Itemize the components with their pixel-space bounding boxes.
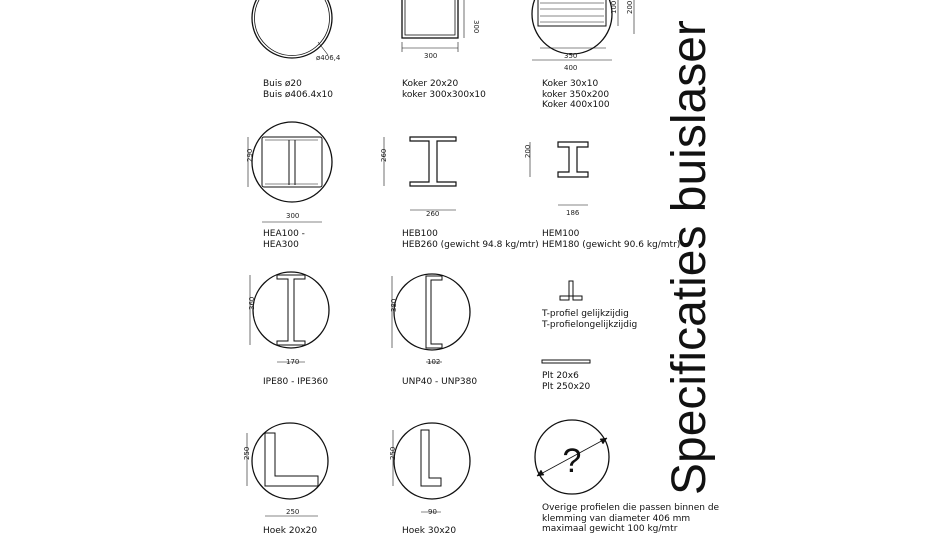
caption-line: Buis ø406.4x10 (263, 89, 333, 100)
dim-hea-height: 290 (246, 148, 254, 162)
dim-koker-width: 300 (424, 52, 438, 60)
caption-hea (263, 229, 305, 250)
dim-koker-rect-100: 100 (610, 0, 618, 14)
caption-line: T-profiel gelijkzijdig (542, 309, 629, 319)
drawing-heb (380, 137, 456, 218)
caption-ipe (263, 377, 328, 388)
caption-line: Plt 250x20 (542, 381, 591, 392)
caption-line: HEB100 (402, 229, 438, 239)
dim-unp-width: 102 (427, 358, 441, 366)
caption-line: klemming van diameter 406 mm (542, 513, 691, 524)
dim-hea-width: 300 (286, 212, 300, 220)
caption-line: HEM180 (gewicht 90.6 kg/mtr) (542, 239, 681, 250)
dim-koker-rect-200: 200 (626, 0, 634, 14)
dim-ipe-width: 170 (286, 358, 300, 366)
caption-line: Buis ø20 (263, 79, 302, 89)
dim-hem-height: 200 (524, 144, 532, 158)
drawing-unp (390, 274, 470, 366)
caption-koker-rect (542, 79, 610, 111)
caption-t-profiel (542, 309, 637, 330)
dim-unp-height: 380 (390, 298, 398, 312)
caption-line: HEB260 (gewicht 94.8 kg/mtr) (402, 239, 539, 250)
page-title: Specificaties buislaser (663, 20, 716, 495)
drawing-ipe (248, 272, 329, 366)
caption-line: Hoek 30x20 (402, 526, 457, 536)
dim-heb-width: 260 (426, 210, 440, 218)
caption-line: Plt 20x6 (542, 371, 579, 381)
dim-koker-rect-400: 400 (564, 64, 578, 72)
dim-hoek2-width: 90 (428, 508, 437, 516)
drawing-plt (542, 360, 590, 363)
caption-line: HEM100 (542, 229, 580, 239)
drawing-hem (524, 142, 588, 217)
caption-overige (542, 503, 719, 535)
drawing-unknown (535, 420, 609, 494)
dim-hoek2-height: 250 (389, 446, 397, 460)
caption-koker-square (402, 79, 486, 100)
drawing-t-profiel (560, 281, 582, 300)
dim-hoek1-height: 250 (243, 446, 251, 460)
drawing-hoek-2 (389, 423, 470, 516)
question-mark-icon: ? (562, 442, 582, 480)
caption-line: IPE80 - IPE360 (263, 377, 329, 387)
caption-line: koker 350x200 (542, 89, 610, 100)
caption-unp (402, 377, 477, 388)
dim-hem-width: 186 (566, 209, 580, 217)
caption-hoek-2 (402, 526, 456, 537)
caption-line: Koker 20x20 (402, 79, 459, 89)
dim-heb-height: 260 (380, 148, 388, 162)
caption-plt (542, 371, 590, 392)
caption-heb (402, 229, 539, 250)
dim-koker-height: 300 (472, 20, 480, 34)
dim-koker-rect-350: 350 (564, 52, 578, 60)
drawing-buis (252, 0, 341, 62)
caption-line: T-profielongelijkzijdig (542, 319, 638, 330)
caption-line: HEA100 - (263, 229, 305, 239)
caption-line: Koker 400x100 (542, 100, 610, 110)
dim-hoek1-width: 250 (286, 508, 300, 516)
caption-line: koker 300x300x10 (402, 89, 486, 100)
dim-ipe-height: 360 (248, 296, 256, 310)
caption-line: HEA300 (263, 239, 299, 250)
caption-line: UNP40 - UNP380 (402, 377, 478, 387)
caption-line: Hoek 20x20 (263, 526, 318, 536)
drawing-hea (246, 122, 332, 222)
drawing-koker-rect (532, 0, 634, 72)
drawing-hoek-1 (243, 423, 328, 516)
caption-line: maximaal gewicht 100 kg/mtr (542, 524, 678, 534)
drawing-koker-square (402, 0, 480, 60)
caption-hoek-1 (263, 526, 317, 537)
dim-buis-diameter: ø406,4 (316, 54, 341, 62)
caption-hem (542, 229, 680, 250)
caption-line: Overige profielen die passen binnen de (542, 503, 720, 513)
caption-buis (263, 79, 333, 100)
caption-line: Koker 30x10 (542, 79, 599, 89)
